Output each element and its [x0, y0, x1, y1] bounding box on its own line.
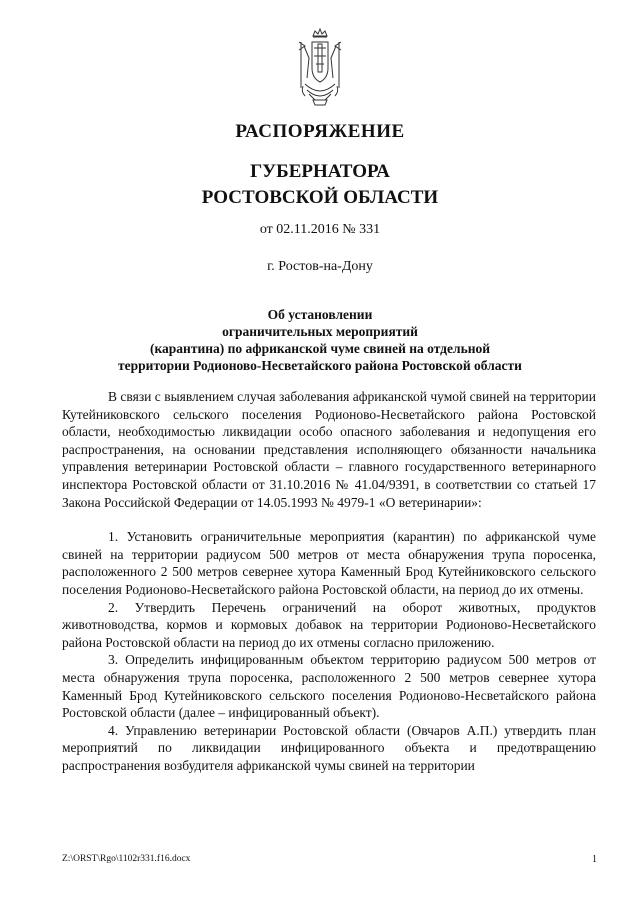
date-number: от 02.11.2016 № 331	[259, 222, 381, 237]
issuer-title	[0, 159, 640, 211]
item-3-paragraph: 3. Определить инфицированным объектом территорию радиусом 500 метров от места обнаружения трупа поросенка, расположенного 2 500 метров севернее хутора Каменный Брод Кутейниковского сельского поселения Родионово-Несветайского района Ростовской области (далее – инфицированный объект).	[62, 652, 596, 721]
item-2-paragraph: 2. Утвердить Перечень ограничений на оборот животных, продуктов животноводства, кормов и кормовых добавок на территории Родионово-Несветайского района Ростовской области на период до их отмены согласно приложению.	[62, 599, 596, 650]
item-1-paragraph: 1. Установить ограничительные мероприятия (карантин) по африканской чуме свиней на территории радиусом 500 метров от места обнаружения трупа поросенка, расположенного 2 500 метров севернее хутора Каменный Брод Кутейниковского сельского поселения Родионово-Несветайского района Ростовской области, на период до их отмены.	[62, 529, 596, 597]
subject-line: территории Родионово-Несветайского района Ростовской области	[118, 358, 522, 373]
footer-file-path: Z:\ORST\Rgo\1102r331.f16.docx	[62, 854, 191, 864]
subject-line: (карантина) по африканской чуме свиней на отдельной	[149, 341, 491, 356]
city: г. Ростов-на-Дону	[267, 259, 373, 274]
item-4-paragraph: 4. Управлению ветеринарии Ростовской области (Овчаров А.П.) утвердить план мероприятий по ликвидации инфицированного объекта и предотвращению распространения возбудителя африканской чумы свиней на территории	[62, 722, 596, 773]
subject-line: Об установлении	[267, 307, 373, 322]
subject-line: ограничительных мероприятий	[222, 324, 418, 339]
coat-of-arms-icon	[295, 28, 345, 108]
preamble-paragraph: В связи с выявлением случая заболевания африканской чумой свиней на территории Кутейниковского сельского поселения Родионово-Несветайского района Ростовской области, необходимостью ликвидации особо опасного заболевания и недопущения его распространения, на основании представления исполняющего обязанности начальника управления ветеринарии Ростовской области – главного государственного ветеринарного инспектора Ростовской области от 31.10.2016 № 41.04/9391, в соответствии со статьей 17 Закона Российской Федерации от 14.05.1993 № 4979-1 «О ветеринарии»:	[62, 389, 596, 510]
document-body	[62, 388, 596, 774]
issuer-line: ГУБЕРНАТОРА	[250, 161, 390, 182]
subject-heading	[0, 306, 640, 374]
page-number: 1	[592, 854, 597, 865]
document-type-title: РАСПОРЯЖЕНИЕ	[235, 121, 405, 142]
issuer-line: РОСТОВСКОЙ ОБЛАСТИ	[201, 187, 439, 208]
